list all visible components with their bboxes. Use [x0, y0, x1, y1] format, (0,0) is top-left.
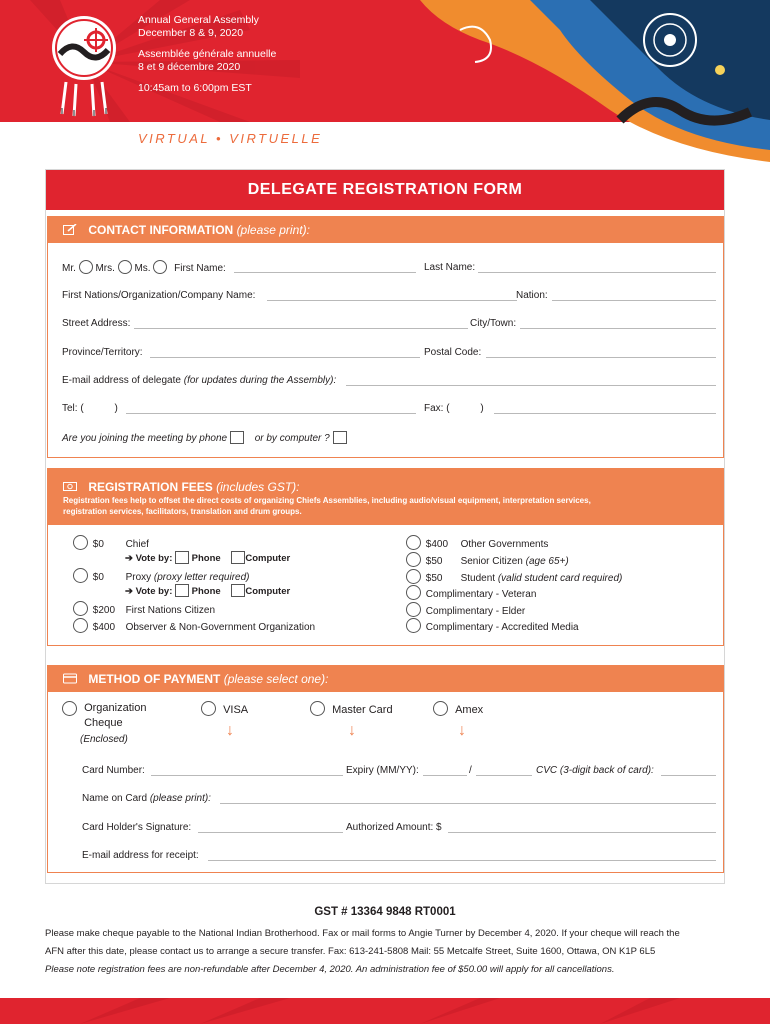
assembly-time: 10:45am to 6:00pm EST — [138, 82, 252, 94]
fee-citizen-radio[interactable] — [73, 601, 88, 616]
fee-elder-radio[interactable] — [406, 602, 421, 617]
province-label: Province/Territory: — [62, 347, 143, 358]
pay-amex-radio[interactable] — [433, 701, 448, 716]
registration-form — [45, 169, 725, 884]
fee-observer-amount: $400 — [92, 622, 116, 633]
fee-observer-label: Observer & Non-Government Organization — [125, 622, 316, 633]
card-number-label: Card Number: — [82, 765, 145, 776]
expiry-month-field[interactable] — [423, 775, 467, 776]
joining-question — [62, 431, 347, 444]
tel-label — [62, 403, 118, 414]
money-icon — [63, 481, 77, 492]
pay-cheque-enclosed: (Enclosed) — [80, 734, 128, 745]
fees-section — [47, 468, 724, 646]
expiry-slash: / — [469, 765, 472, 776]
ms-label: Ms. — [134, 263, 151, 274]
ms-radio[interactable] — [153, 260, 167, 274]
pay-amex-option — [433, 701, 483, 716]
fee-senior-radio[interactable] — [406, 552, 421, 567]
fee-senior-note: (age 65+) — [525, 556, 569, 567]
title-row — [62, 260, 226, 274]
expiry-year-field[interactable] — [476, 775, 532, 776]
fee-proxy-note: (proxy letter required) — [153, 572, 250, 583]
postal-field[interactable] — [486, 357, 716, 358]
name-on-card-text: Name on Card — [82, 793, 148, 804]
name-on-card-field[interactable] — [220, 803, 716, 804]
cvc-label: CVC (3-digit back of card): — [536, 765, 654, 776]
signature-field[interactable] — [198, 832, 343, 833]
pay-visa-label: VISA — [223, 704, 249, 716]
pay-cheque-label — [84, 701, 146, 731]
fee-elder-label: Complimentary - Elder — [425, 606, 526, 617]
fax-field[interactable] — [494, 413, 716, 414]
proxy-vote-phone-checkbox[interactable] — [175, 584, 189, 597]
payment-heading-label: METHOD OF PAYMENT — [88, 672, 221, 686]
email-receipt-label: E-mail address for receipt: — [82, 850, 199, 861]
fee-media-label: Complimentary - Accredited Media — [425, 622, 579, 633]
fee-student-radio[interactable] — [406, 569, 421, 584]
email-label — [62, 375, 336, 386]
street-label: Street Address: — [62, 318, 131, 329]
fee-chief-amount: $0 — [92, 539, 104, 550]
footer-banner — [0, 998, 770, 1024]
pay-cheque-option — [62, 701, 146, 731]
assembly-title-en: Annual General Assembly — [138, 14, 259, 26]
chief-vote-label: ➔ Vote by: — [125, 553, 173, 564]
email-label-text: E-mail address of delegate — [62, 375, 181, 386]
pay-cheque-label-1: Organization — [84, 702, 147, 714]
fee-veteran-label: Complimentary - Veteran — [425, 589, 537, 600]
fee-elder-row — [406, 602, 525, 617]
organization-label: First Nations/Organization/Company Name: — [62, 290, 256, 301]
fees-heading-label: REGISTRATION FEES — [88, 480, 213, 494]
footer-rays-decoration — [0, 998, 770, 1024]
email-receipt-field[interactable] — [208, 860, 716, 861]
pay-mastercard-radio[interactable] — [310, 701, 325, 716]
last-name-label: Last Name: — [424, 262, 476, 273]
card-number-field[interactable] — [151, 775, 343, 776]
chief-vote-computer-checkbox[interactable] — [231, 551, 245, 564]
pay-mastercard-label: Master Card — [332, 704, 393, 716]
chief-vote-phone-checkbox[interactable] — [175, 551, 189, 564]
amount-label: Authorized Amount: $ — [346, 822, 442, 833]
cvc-field[interactable] — [661, 775, 716, 776]
fee-proxy-radio[interactable] — [73, 568, 88, 583]
amex-arrow-down-icon: ↓ — [458, 722, 466, 739]
nation-label: Nation: — [516, 290, 548, 301]
join-computer-checkbox[interactable] — [333, 431, 347, 444]
fee-gov-amount: $400 — [425, 539, 449, 550]
mr-radio[interactable] — [79, 260, 93, 274]
proxy-vote-row — [125, 584, 290, 597]
fees-heading-note: (includes GST): — [216, 480, 300, 494]
fee-citizen-amount: $200 — [92, 605, 116, 616]
amount-field[interactable] — [448, 832, 716, 833]
fee-chief-label: Chief — [125, 539, 149, 550]
postal-label: Postal Code: — [424, 347, 482, 358]
fee-student-label: Student — [460, 573, 496, 584]
footer-line-2: AFN after this date, please contact us to arrange a secure transfer. Fax: 613-241-5808 Mail: 55 Metcalfe Street, Suite 1600, Ottawa, ON K1P 6L5 — [45, 946, 656, 957]
signature-label: Card Holder's Signature: — [82, 822, 192, 833]
contact-heading-note: (please print): — [236, 223, 310, 237]
payment-section — [47, 665, 724, 873]
event-info — [138, 14, 276, 95]
fee-media-radio[interactable] — [406, 618, 421, 633]
last-name-field[interactable] — [478, 272, 716, 273]
fee-proxy-row — [73, 568, 250, 583]
proxy-vote-computer-checkbox[interactable] — [231, 584, 245, 597]
fee-citizen-label: First Nations Citizen — [125, 605, 216, 616]
mrs-label: Mrs. — [95, 263, 115, 274]
fee-chief-row — [73, 535, 149, 550]
fee-gov-row — [406, 535, 548, 550]
fee-student-note: (valid student card required) — [497, 573, 623, 584]
joining-phone-text: Are you joining the meeting by phone — [62, 433, 228, 444]
fee-veteran-radio[interactable] — [406, 585, 421, 600]
fee-chief-radio[interactable] — [73, 535, 88, 550]
nation-field[interactable] — [552, 300, 716, 301]
street-field[interactable] — [134, 328, 468, 329]
footer-line-3: Please note registration fees are non-refundable after December 4, 2020. An administration fee of $50.00 will apply for all cancellations. — [45, 964, 615, 975]
fees-heading — [48, 469, 723, 525]
fee-proxy-amount: $0 — [92, 572, 104, 583]
footer-line-1: Please make cheque payable to the National Indian Brotherhood. Fax or mail forms to Angie Turner by December 4, 2020. If your cheque will reach the — [45, 928, 680, 939]
first-name-field[interactable] — [234, 272, 416, 273]
fee-gov-label: Other Governments — [460, 539, 549, 550]
city-field[interactable] — [520, 328, 716, 329]
pay-amex-label: Amex — [455, 704, 484, 716]
indigenous-artwork — [420, 0, 770, 162]
pay-mastercard-option — [310, 701, 393, 716]
chief-vote-row — [125, 551, 290, 564]
name-on-card-label — [82, 793, 211, 804]
fee-student-row — [406, 569, 622, 584]
mr-label: Mr. — [62, 263, 76, 274]
name-on-card-note: (please print): — [149, 793, 211, 804]
email-field[interactable] — [346, 385, 716, 386]
first-name-label: First Name: — [174, 263, 226, 274]
joining-computer-text: or by computer ? — [254, 433, 330, 444]
credit-card-icon — [63, 673, 77, 684]
fax-label — [424, 403, 484, 414]
fee-gov-radio[interactable] — [406, 535, 421, 550]
expiry-label: Expiry (MM/YY): — [346, 765, 419, 776]
fees-subtext-1: Registration fees help to offset the direct costs of organizing Chiefs Assemblies, including audio/visual equipment, interpretation services, — [63, 496, 591, 505]
form-title: DELEGATE REGISTRATION FORM — [46, 170, 724, 210]
fee-observer-row — [73, 618, 315, 633]
visa-arrow-down-icon: ↓ — [226, 722, 234, 739]
tel-field[interactable] — [126, 413, 416, 414]
assembly-dates-fr: 8 et 9 décembre 2020 — [138, 61, 241, 73]
contact-heading-label: CONTACT INFORMATION — [88, 223, 234, 237]
virtual-tagline: VIRTUAL • VIRTUELLE — [138, 131, 323, 146]
fee-student-amount: $50 — [425, 573, 443, 584]
tel-close: ) — [114, 403, 118, 414]
pay-cheque-radio[interactable] — [62, 701, 77, 716]
mastercard-arrow-down-icon: ↓ — [348, 722, 356, 739]
payment-heading — [48, 666, 723, 692]
fee-media-row — [406, 618, 579, 633]
fee-senior-label: Senior Citizen — [460, 556, 523, 567]
city-label: City/Town: — [470, 318, 517, 329]
payment-heading-note: (please select one): — [223, 672, 329, 686]
proxy-vote-phone-label: Phone — [191, 586, 221, 597]
fax-open: Fax: ( — [424, 403, 450, 414]
proxy-vote-computer-label: Computer — [245, 586, 291, 597]
pay-visa-radio[interactable] — [201, 701, 216, 716]
assembly-title-fr: Assemblée générale annuelle — [138, 48, 277, 60]
fee-proxy-label: Proxy — [125, 572, 152, 583]
pay-visa-option — [201, 701, 248, 716]
contact-heading — [48, 217, 723, 243]
fee-citizen-row — [73, 601, 215, 616]
province-field[interactable] — [150, 357, 420, 358]
assembly-dates-en: December 8 & 9, 2020 — [138, 27, 244, 39]
join-phone-checkbox[interactable] — [230, 431, 244, 444]
fax-close: ) — [480, 403, 484, 414]
fees-subtext-2: registration services, facilitators, translation and drum groups. — [63, 507, 302, 516]
proxy-vote-label: ➔ Vote by: — [125, 586, 173, 597]
tel-open: Tel: ( — [62, 403, 84, 414]
fee-veteran-row — [406, 585, 536, 600]
email-label-note: (for updates during the Assembly): — [183, 375, 337, 386]
pay-cheque-label-2: Cheque — [84, 717, 123, 729]
chief-vote-computer-label: Computer — [245, 553, 291, 564]
fee-senior-row — [406, 552, 569, 567]
fee-observer-radio[interactable] — [73, 618, 88, 633]
fee-senior-amount: $50 — [425, 556, 443, 567]
mrs-radio[interactable] — [118, 260, 132, 274]
afn-logo-icon — [44, 10, 128, 120]
contact-section — [47, 216, 724, 458]
organization-field[interactable] — [267, 300, 517, 301]
gst-number: GST # 13364 9848 RT0001 — [314, 906, 456, 918]
chief-vote-phone-label: Phone — [191, 553, 221, 564]
pencil-icon — [63, 224, 77, 235]
